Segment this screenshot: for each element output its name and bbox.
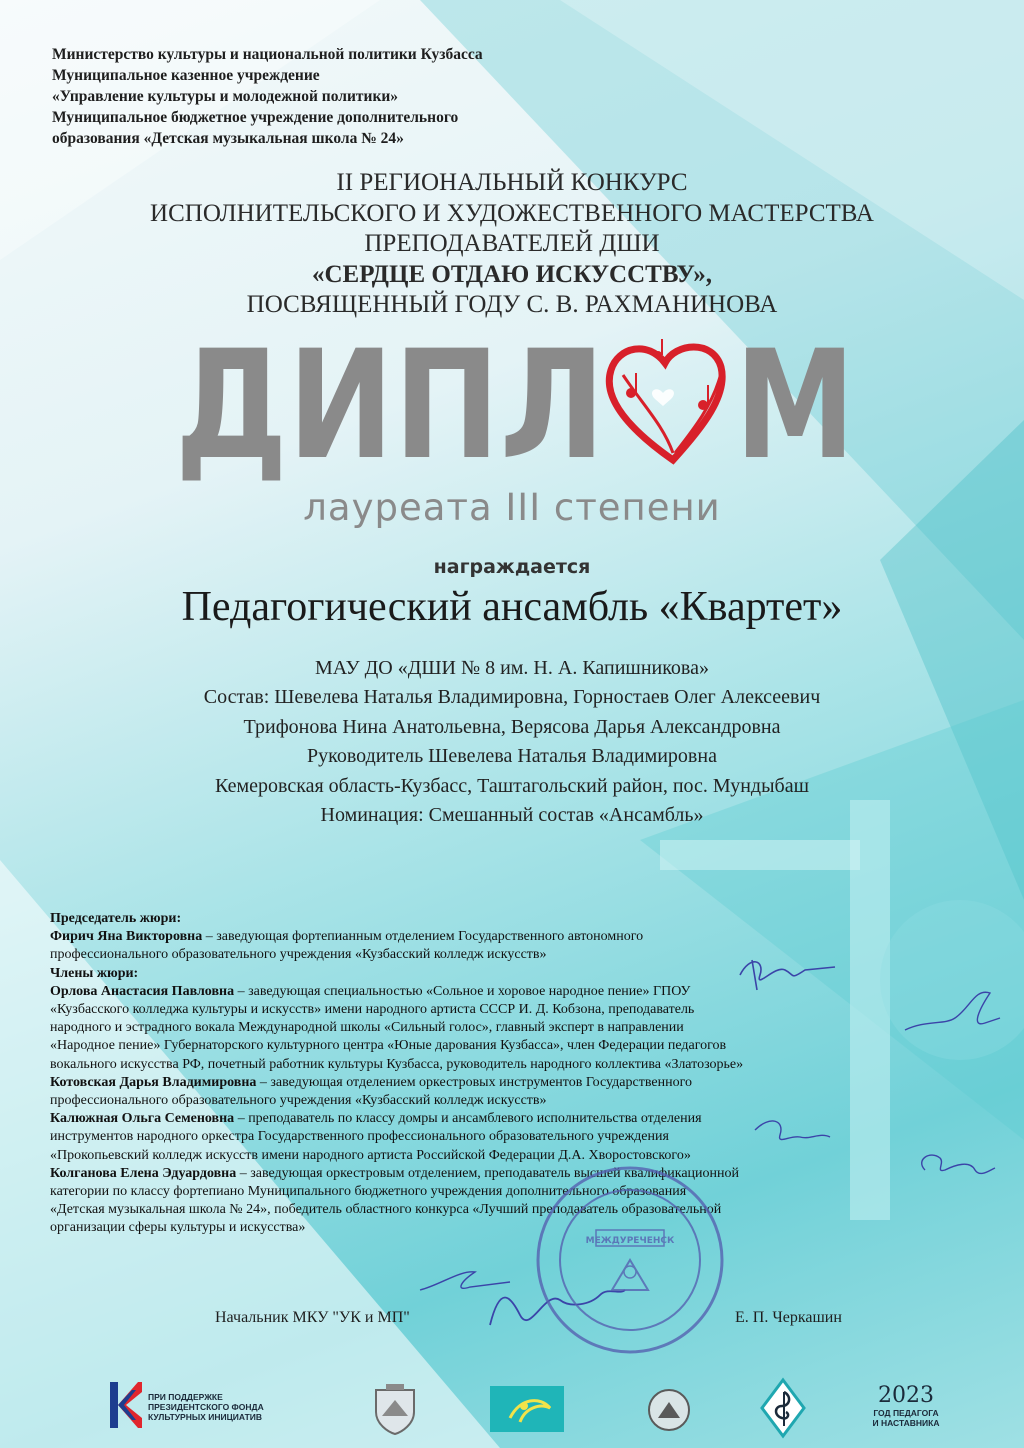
jury-member-name: Котовская Дарья Владимировна	[50, 1074, 257, 1090]
pfki-text: ПРЕЗИДЕНТСКОГО ФОНДА	[148, 1402, 264, 1412]
recipient-name: Педагогический ансамбль «Квартет»	[181, 584, 843, 630]
organization-line: Муниципальное бюджетное учреждение дополнительного	[52, 109, 459, 126]
jury-members-heading: Члены жюри:	[50, 965, 139, 981]
detail-line: Состав: Шевелева Наталья Владимировна, Горностаев Олег Алексеевич	[203, 686, 821, 709]
jury-member-name: Фирич Яна Викторовна	[50, 929, 203, 945]
jury-member-desc: профессионального образовательного учреждения «Кузбасский колледж искусств»	[50, 1093, 547, 1109]
year-text: ГОД ПЕДАГОГА	[873, 1408, 939, 1418]
jury-member-desc: – заведующая фортепианным отделением Государственного автономного	[202, 929, 644, 945]
diploma-title	[175, 319, 855, 493]
jury-member-desc: организации сферы культуры и искусства»	[50, 1220, 306, 1236]
organization-line: образования «Детская музыкальная школа № 24»	[52, 130, 404, 147]
contest-line: ИСПОЛНИТЕЛЬСКОГО И ХУДОЖЕСТВЕННОГО МАСТЕРСТВА	[150, 199, 874, 227]
school-logo-icon	[646, 1388, 692, 1432]
jury-chair-heading: Председатель жюри:	[50, 911, 182, 926]
pfki-text: КУЛЬТУРНЫХ ИНИЦИАТИВ	[148, 1412, 263, 1422]
jury-section	[50, 910, 1010, 1238]
jury-member-desc: – заведующая отделением оркестровых инструментов Государственного	[256, 1074, 692, 1090]
pfki-text: ПРИ ПОДДЕРЖКЕ	[148, 1392, 223, 1402]
signatory-name: Е. П. Черкашин	[735, 1309, 842, 1326]
pfki-emblem-icon	[110, 1382, 142, 1428]
contest-line: II РЕГИОНАЛЬНЫЙ КОНКУРС	[336, 169, 688, 196]
detail-line: Номинация: Смешанный состав «Ансамбль»	[320, 804, 704, 827]
culture-dept-logo-icon	[490, 1386, 564, 1432]
music-school-logo-icon	[760, 1378, 806, 1438]
organization-line: Министерство культуры и национальной политики Кузбасса	[52, 46, 483, 63]
stamp-city: МЕЖДУРЕЧЕНСК	[585, 1236, 675, 1246]
organization-line: Муниципальное казенное учреждение	[52, 67, 320, 84]
diploma-title-right: М	[735, 319, 855, 493]
signatory-title: Начальник МКУ "УК и МП"	[215, 1309, 410, 1326]
jury-member-desc: «Кузбасского колледжа культуры и искусств» имени народного артиста СССР И. Д. Кобзона, преподаватель	[50, 1002, 695, 1018]
jury-member-name: Колганова Елена Эдуардовна	[50, 1165, 237, 1181]
organization-header	[52, 44, 752, 149]
awarded-label: награждается	[433, 556, 591, 578]
jury-member-desc: – заведующая специальностью «Сольное и хоровое народное пение» ГПОУ	[234, 983, 691, 999]
detail-line: МАУ ДО «ДШИ № 8 им. Н. А. Капишникова»	[315, 657, 709, 679]
recipient-details	[30, 654, 994, 830]
jury-member-desc: профессионального образовательного учреждения «Кузбасский колледж искусств»	[50, 947, 547, 963]
pfki-logo	[110, 1382, 310, 1432]
diploma-title-left: ДИПЛ	[175, 319, 605, 493]
detail-line: Трифонова Нина Анатольевна, Верясова Дарья Александровна	[243, 715, 781, 738]
contest-name: «СЕРДЦЕ ОТДАЮ ИСКУССТВУ»,	[311, 260, 713, 288]
jury-member-desc: «Народное пение» Губернаторского культурного центра «Юные дарования Кузбасса», член Федерации педагогов	[50, 1038, 727, 1054]
jury-member-name: Калюжная Ольга Семеновна	[50, 1111, 235, 1127]
coat-of-arms-icon	[372, 1382, 418, 1436]
jury-member-desc: народного и эстрадного вокала Международной школы «Сильный голос», главный эксперт в направлении	[50, 1020, 684, 1036]
diploma-subtitle: лауреата III степени	[303, 486, 721, 529]
jury-member-desc: «Прокопьевский колледж искусств имени народного артиста Российской Федерации Д.А. Хворостовского»	[50, 1147, 691, 1163]
organization-line: «Управление культуры и молодежной политики»	[52, 88, 399, 105]
jury-member-desc: инструментов народного оркестра Государственного профессионального образовательного учреждения	[50, 1129, 669, 1145]
jury-member-desc: категории по классу фортепиано Муниципального бюджетного учреждения дополнительного образования	[50, 1184, 687, 1200]
jury-member-desc: – преподаватель по классу домры и ансамблевого исполнительства отделения	[234, 1111, 702, 1127]
jury-member-desc: – заведующая оркестровым отделением, преподаватель высшей квалификационной	[236, 1165, 740, 1181]
contest-title	[40, 168, 984, 321]
detail-line: Руководитель Шевелева Наталья Владимировна	[307, 745, 717, 768]
year-of-teacher-logo	[866, 1384, 946, 1440]
jury-member-desc: «Детская музыкальная школа № 24», победитель областного конкурса «Лучший преподаватель образовательной	[50, 1202, 722, 1218]
jury-member-desc: вокального искусства РФ, почетный работник культуры Кузбасса, руководитель народного коллектива «Златозорье»	[50, 1056, 744, 1072]
heart-music-icon	[609, 339, 722, 460]
contest-line: ПРЕПОДАВАТЕЛЕЙ ДШИ	[364, 230, 660, 257]
jury-member-name: Орлова Анастасия Павловна	[50, 983, 235, 999]
detail-line: Кемеровская область-Кузбасс, Таштагольский район, пос. Мундыбаш	[215, 774, 809, 797]
year-number: 2023	[878, 1383, 934, 1408]
contest-line: ПОСВЯЩЕННЫЙ ГОДУ С. В. РАХМАНИНОВА	[246, 291, 778, 318]
year-text: И НАСТАВНИКА	[872, 1418, 940, 1428]
